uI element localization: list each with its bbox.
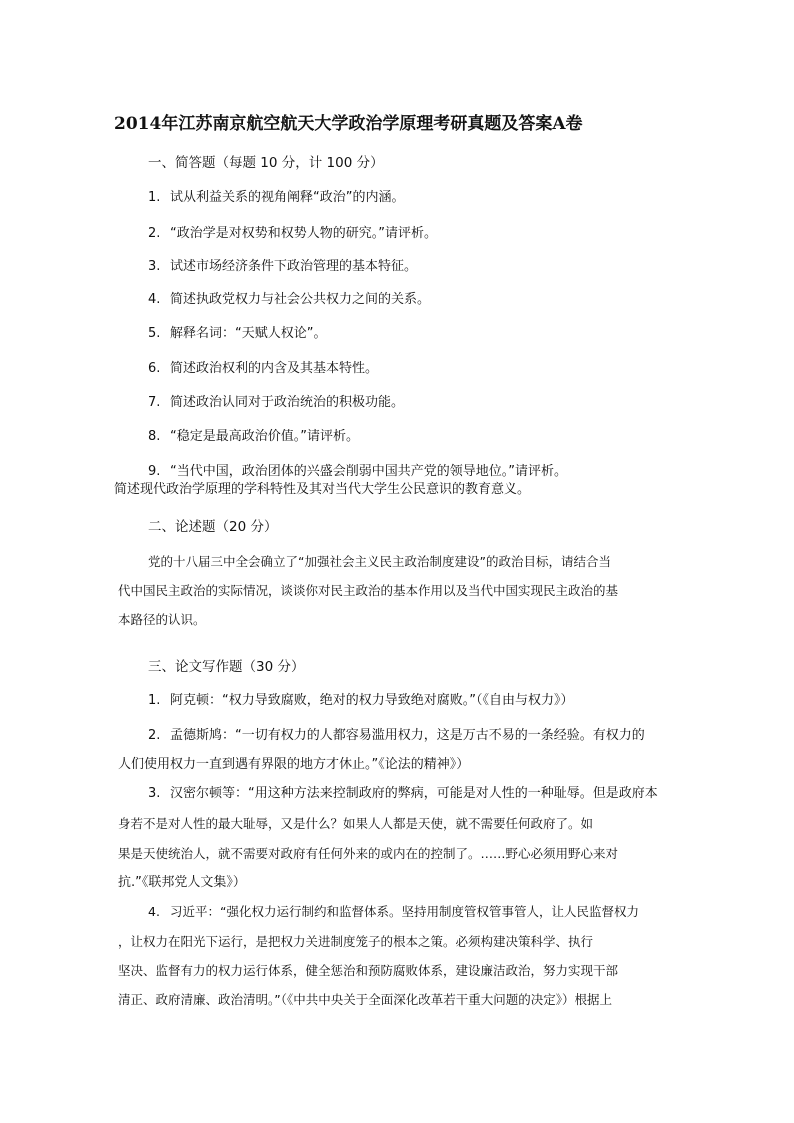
list-item [148,786,658,802]
item-text: 简述执政党权力与社会公共权力之间的关系。 [170,292,431,307]
item-text: 阿克顿：“权力导致腐败，绝对的权力导致绝对腐败。”（《自由与权力》） [170,693,574,708]
item-number: 8. [148,429,161,444]
item-number: 6. [148,361,161,376]
item-text: 简述政治认同对于政治统治的积极功能。 [170,395,405,410]
list-item [148,464,567,480]
list-item [148,292,430,308]
item-number: 1. [148,190,161,205]
list-item [148,693,573,709]
paragraph-line: 果是天使统治人，就不需要对政府有任何外来的或内在的控制了。……野心必须用野心来对 [118,846,619,861]
list-item [148,429,359,445]
item-text: 孟德斯鸠：“一切有权力的人都容易滥用权力，这是万古不易的一条经验。有权力的 [170,728,645,743]
paragraph-line: 党的十八届三中全会确立了“加强社会主义民主政治制度建设”的政治目标，请结合当 [148,554,611,569]
item-text: 汉密尔顿等：“用这种方法来控制政府的弊病，可能是对人性的一种耻辱。但是政府本 [170,786,658,801]
paragraph-line: 人们使用权力一直到遇有界限的地方才休止。”《论法的精神》） [118,757,470,772]
list-item [148,361,378,377]
item-number: 7. [148,395,161,410]
item-text: 解释名词：“天赋人权论”。 [170,326,327,341]
list-item: 简述现代政治学原理的学科特性及其对当代大学生公民意识的教育意义。 [114,482,531,497]
item-text: 试述市场经济条件下政治管理的基本特征。 [170,259,418,274]
section-2-heading: 二、论述题（20 分） [148,519,278,535]
paragraph-line: 本路径的认识。 [118,612,206,627]
list-item [148,395,404,411]
paragraph-line: ，让权力在阳光下运行，是把权力关进制度笼子的根本之策。必须构建决策科学、执行 [118,934,594,949]
item-text: “当代中国，政治团体的兴盛会削弱中国共产党的领导地位。”请评析。 [170,464,567,479]
page-title: 2014年江苏南京航空航天大学政治学原理考研真题及答案A卷 [114,114,583,134]
list-item [148,259,417,275]
item-text: 试从利益关系的视角阐释“政治”的内涵。 [170,190,405,205]
item-text: 习近平：“强化权力运行制约和监督体系。坚持用制度管权管事管人，让人民监督权力 [170,904,639,919]
item-number: 3. [148,786,161,801]
item-number: 4. [148,292,161,307]
item-text: “政治学是对权势和权势人物的研究。”请评析。 [170,226,437,241]
list-item [148,728,645,744]
item-number: 2. [148,728,161,743]
paragraph-line: 代中国民主政治的实际情况，谈谈你对民主政治的基本作用以及当代中国实现民主政治的基 [118,583,619,598]
paragraph-line: 坚决、监督有力的权力运行体系，健全惩治和预防腐败体系，建设廉洁政治，努力实现干部 [118,963,619,978]
item-number: 3. [148,259,161,274]
list-item [148,226,437,242]
item-text: 简述政治权利的内含及其基本特性。 [170,361,379,376]
paragraph-line: 抗.”《联邦党人文集》） [118,875,246,890]
item-number: 5. [148,326,161,341]
item-number: 9. [148,464,161,479]
item-number: 1. [148,693,161,708]
section-1-heading: 一、简答题（每题 10 分，计 100 分） [148,155,384,171]
list-item [148,904,639,920]
item-number: 2. [148,226,161,241]
list-item [148,190,404,206]
item-number: 4. [148,904,160,919]
item-text: “稳定是最高政治价值。”请评析。 [170,429,359,444]
section-3-heading: 三、论文写作题（30 分） [148,659,305,675]
paragraph-line: 身若不是对人性的最大耻辱，又是什么？如果人人都是天使，就不需要任何政府了。如 [118,816,594,831]
list-item [148,326,326,342]
paragraph-line: 清正、政府清廉、政治清明。”（《中共中央关于全面深化改革若干重大问题的决定》）根据上 [118,992,612,1007]
